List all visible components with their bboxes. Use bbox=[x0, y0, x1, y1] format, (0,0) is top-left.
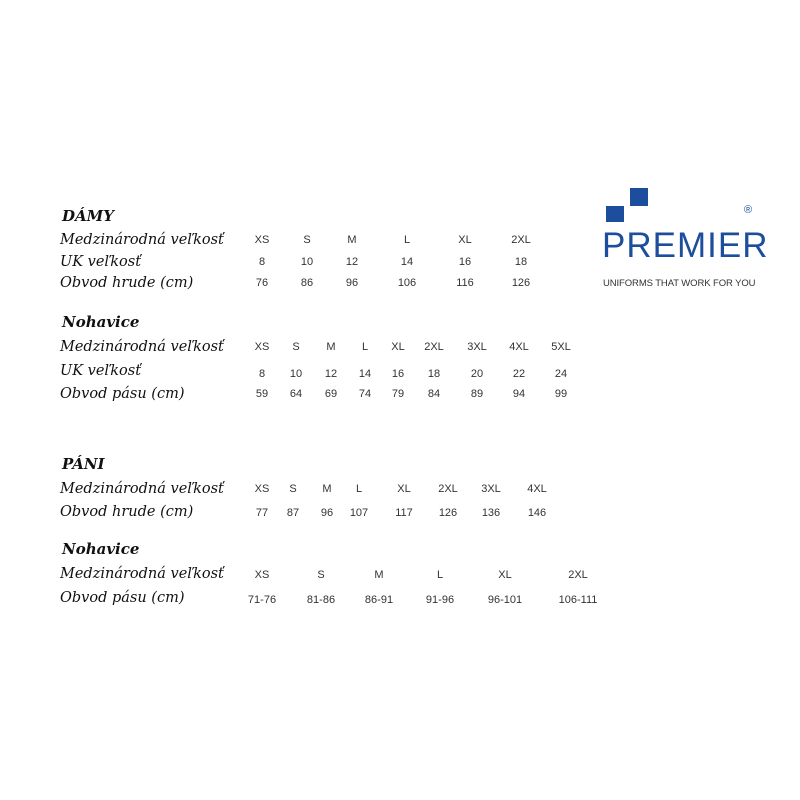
table-cell: M bbox=[374, 569, 384, 581]
table-cell: XL bbox=[397, 483, 411, 495]
table-row bbox=[0, 386, 800, 406]
table-cell: 2XL bbox=[424, 341, 444, 353]
table-cell: L bbox=[403, 234, 411, 246]
table-cell: 59 bbox=[255, 388, 269, 400]
table-cell: XS bbox=[254, 341, 270, 353]
men-heading: PÁNI bbox=[62, 455, 105, 473]
table-cell: XS bbox=[254, 569, 270, 581]
table-cell: 18 bbox=[514, 256, 528, 268]
table-cell: 18 bbox=[427, 368, 441, 380]
table-cell: S bbox=[303, 234, 311, 246]
table-cell: 71-76 bbox=[247, 594, 277, 606]
table-cell: 136 bbox=[481, 507, 501, 519]
table-cell: 117 bbox=[395, 507, 413, 519]
table-row bbox=[0, 275, 800, 295]
table-cell: 96-101 bbox=[487, 594, 523, 606]
table-cell: 20 bbox=[470, 368, 484, 380]
table-cell: 74 bbox=[358, 388, 372, 400]
table-cell: M bbox=[322, 483, 332, 495]
table-cell: 77 bbox=[255, 507, 269, 519]
logo-square-large bbox=[630, 188, 648, 206]
table-cell: S bbox=[292, 341, 300, 353]
table-cell: XS bbox=[254, 483, 270, 495]
row-label: Medzinárodná veľkosť bbox=[60, 481, 224, 497]
logo-square-small bbox=[606, 206, 624, 222]
table-cell: 87 bbox=[286, 507, 300, 519]
table-cell: 4XL bbox=[509, 341, 529, 353]
table-cell: 96 bbox=[320, 507, 334, 519]
table-cell: 99 bbox=[554, 388, 568, 400]
table-cell: 14 bbox=[358, 368, 372, 380]
table-cell: 14 bbox=[400, 256, 414, 268]
row-label: Obvod hrude (cm) bbox=[60, 504, 194, 520]
table-cell: 96 bbox=[345, 277, 359, 289]
row-label: Medzinárodná veľkosť bbox=[60, 566, 224, 582]
table-cell: 86 bbox=[300, 277, 314, 289]
table-cell: 64 bbox=[289, 388, 303, 400]
women-trousers-heading: Nohavice bbox=[62, 313, 140, 331]
men-trousers-heading: Nohavice bbox=[62, 540, 140, 558]
table-cell: 3XL bbox=[481, 483, 501, 495]
table-cell: S bbox=[289, 483, 297, 495]
table-cell: 4XL bbox=[527, 483, 547, 495]
women-heading: DÁMY bbox=[62, 207, 114, 225]
table-cell: 89 bbox=[470, 388, 484, 400]
table-cell: 126 bbox=[511, 277, 531, 289]
table-cell: 24 bbox=[554, 368, 568, 380]
table-cell: 84 bbox=[427, 388, 441, 400]
logo-brand: PREMIER bbox=[602, 226, 769, 265]
row-label: UK veľkosť bbox=[60, 363, 142, 379]
table-cell: XL bbox=[458, 234, 472, 246]
table-cell: 16 bbox=[458, 256, 472, 268]
table-row bbox=[0, 339, 800, 359]
table-cell: 2XL bbox=[438, 483, 458, 495]
table-row bbox=[0, 363, 800, 383]
table-cell: L bbox=[355, 483, 363, 495]
table-cell: 94 bbox=[512, 388, 526, 400]
logo-tagline: UNIFORMS THAT WORK FOR YOU bbox=[603, 278, 756, 289]
table-row bbox=[0, 232, 800, 252]
table-cell: 10 bbox=[289, 368, 303, 380]
table-cell: 86-91 bbox=[364, 594, 394, 606]
table-cell: 8 bbox=[258, 256, 266, 268]
table-cell: 69 bbox=[324, 388, 338, 400]
table-cell: 81-86 bbox=[306, 594, 336, 606]
registered-mark: ® bbox=[744, 204, 753, 216]
table-cell: 146 bbox=[527, 507, 547, 519]
table-cell: 116 bbox=[456, 277, 474, 289]
table-cell: 2XL bbox=[568, 569, 588, 581]
table-cell: 22 bbox=[512, 368, 526, 380]
table-cell: M bbox=[347, 234, 357, 246]
table-row bbox=[0, 590, 800, 610]
table-cell: XL bbox=[391, 341, 405, 353]
table-cell: 107 bbox=[349, 507, 369, 519]
table-cell: 12 bbox=[324, 368, 338, 380]
table-cell: XS bbox=[254, 234, 270, 246]
table-cell: 12 bbox=[345, 256, 359, 268]
table-row bbox=[0, 566, 800, 586]
table-cell: 106 bbox=[397, 277, 417, 289]
table-cell: 3XL bbox=[467, 341, 487, 353]
row-label: Obvod pásu (cm) bbox=[60, 386, 185, 402]
row-label: Medzinárodná veľkosť bbox=[60, 232, 224, 248]
table-cell: 8 bbox=[258, 368, 266, 380]
table-cell: L bbox=[436, 569, 444, 581]
table-cell: L bbox=[361, 341, 369, 353]
table-row bbox=[0, 254, 800, 274]
table-cell: 106-111 bbox=[558, 594, 598, 606]
table-cell: M bbox=[326, 341, 336, 353]
table-cell: 10 bbox=[300, 256, 314, 268]
table-row bbox=[0, 481, 800, 501]
table-cell: 76 bbox=[255, 277, 269, 289]
table-cell: S bbox=[317, 569, 325, 581]
table-cell: 79 bbox=[391, 388, 405, 400]
row-label: Medzinárodná veľkosť bbox=[60, 339, 224, 355]
row-label: Obvod hrude (cm) bbox=[60, 275, 194, 291]
table-cell: 5XL bbox=[551, 341, 571, 353]
table-cell: 126 bbox=[438, 507, 458, 519]
table-row bbox=[0, 504, 800, 524]
table-cell: 91-96 bbox=[425, 594, 455, 606]
table-cell: 2XL bbox=[511, 234, 531, 246]
table-cell: XL bbox=[498, 569, 512, 581]
table-cell: 16 bbox=[391, 368, 405, 380]
row-label: UK veľkosť bbox=[60, 254, 142, 270]
row-label: Obvod pásu (cm) bbox=[60, 590, 185, 606]
